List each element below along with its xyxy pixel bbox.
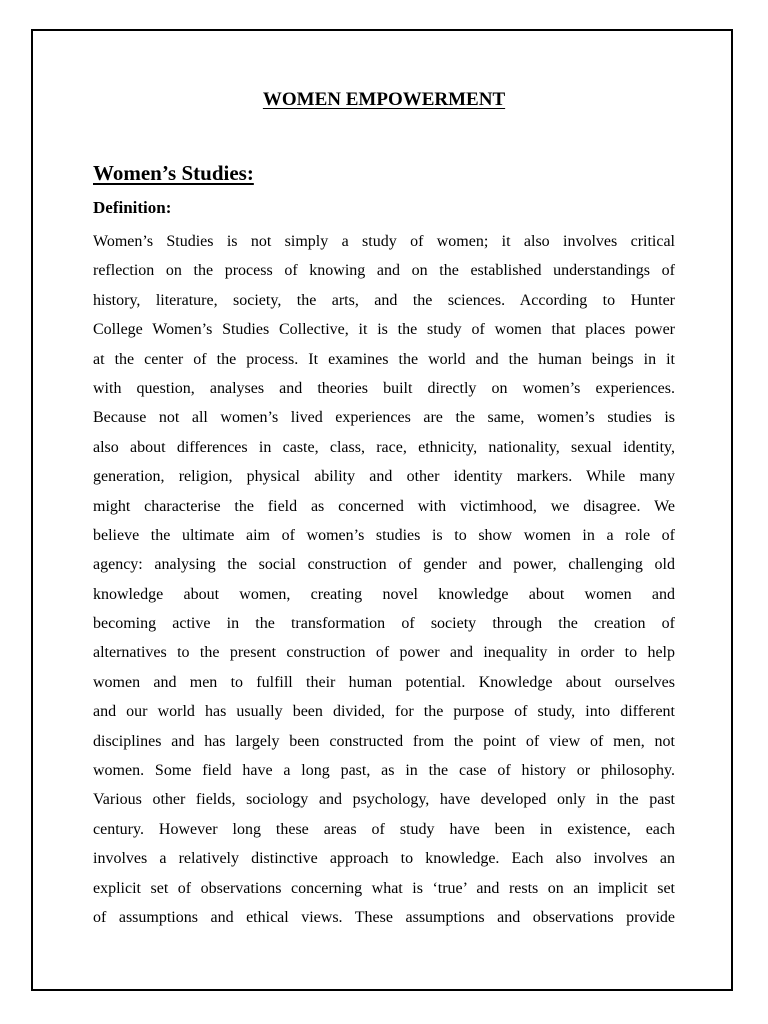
body-line: history, literature, society, the arts, and the sciences. According to Hunter <box>93 291 675 309</box>
body-line: College Women’s Studies Collective, it is the study of women that places power <box>93 321 675 339</box>
body-line: knowledge about women, creating novel knowledge about women and <box>93 585 675 603</box>
body-line: believe the ultimate aim of women’s studies is to show women in a role of <box>93 526 675 544</box>
body-line: century. However long these areas of study have been in existence, each <box>93 820 675 838</box>
definition-heading: Definition: <box>93 198 172 217</box>
body-line: agency: analysing the social construction of gender and power, challenging old <box>93 556 675 574</box>
body-line: alternatives to the present construction of power and inequality in order to help <box>93 644 675 662</box>
body-line: Various other fields, sociology and psychology, have developed only in the past <box>93 791 675 809</box>
body-line: women. Some field have a long past, as in the case of history or philosophy. <box>93 762 675 780</box>
body-line: with question, analyses and theories built directly on women’s experiences. <box>93 379 675 397</box>
body-line: becoming active in the transformation of society through the creation of <box>93 615 675 633</box>
body-line: at the center of the process. It examines the world and the human beings in it <box>93 350 675 368</box>
body-line: generation, religion, physical ability and other identity markers. While many <box>93 468 675 486</box>
body-line: also about differences in caste, class, race, ethnicity, nationality, sexual identity, <box>93 438 675 456</box>
body-line: and our world has usually been divided, for the purpose of study, into different <box>93 703 675 721</box>
body-line: of assumptions and ethical views. These assumptions and observations provide <box>93 908 675 926</box>
body-line: explicit set of observations concerning what is ‘true’ and rests on an implicit set <box>93 879 675 897</box>
body-line: disciplines and has largely been constructed from the point of view of men, not <box>93 732 675 750</box>
body-line: Because not all women’s lived experiences are the same, women’s studies is <box>93 409 675 427</box>
body-line: reflection on the process of knowing and on the established understandings of <box>93 262 675 280</box>
body-line: Women’s Studies is not simply a study of women; it also involves critical <box>93 233 675 250</box>
body-paragraph <box>93 227 675 932</box>
section-heading: Women’s Studies: <box>93 161 254 185</box>
body-line: women and men to fulfill their human potential. Knowledge about ourselves <box>93 673 675 691</box>
document-title: WOMEN EMPOWERMENT <box>262 89 506 110</box>
body-line: might characterise the field as concerned with victimhood, we disagree. We <box>93 497 675 515</box>
body-line: involves a relatively distinctive approach to knowledge. Each also involves an <box>93 850 675 868</box>
